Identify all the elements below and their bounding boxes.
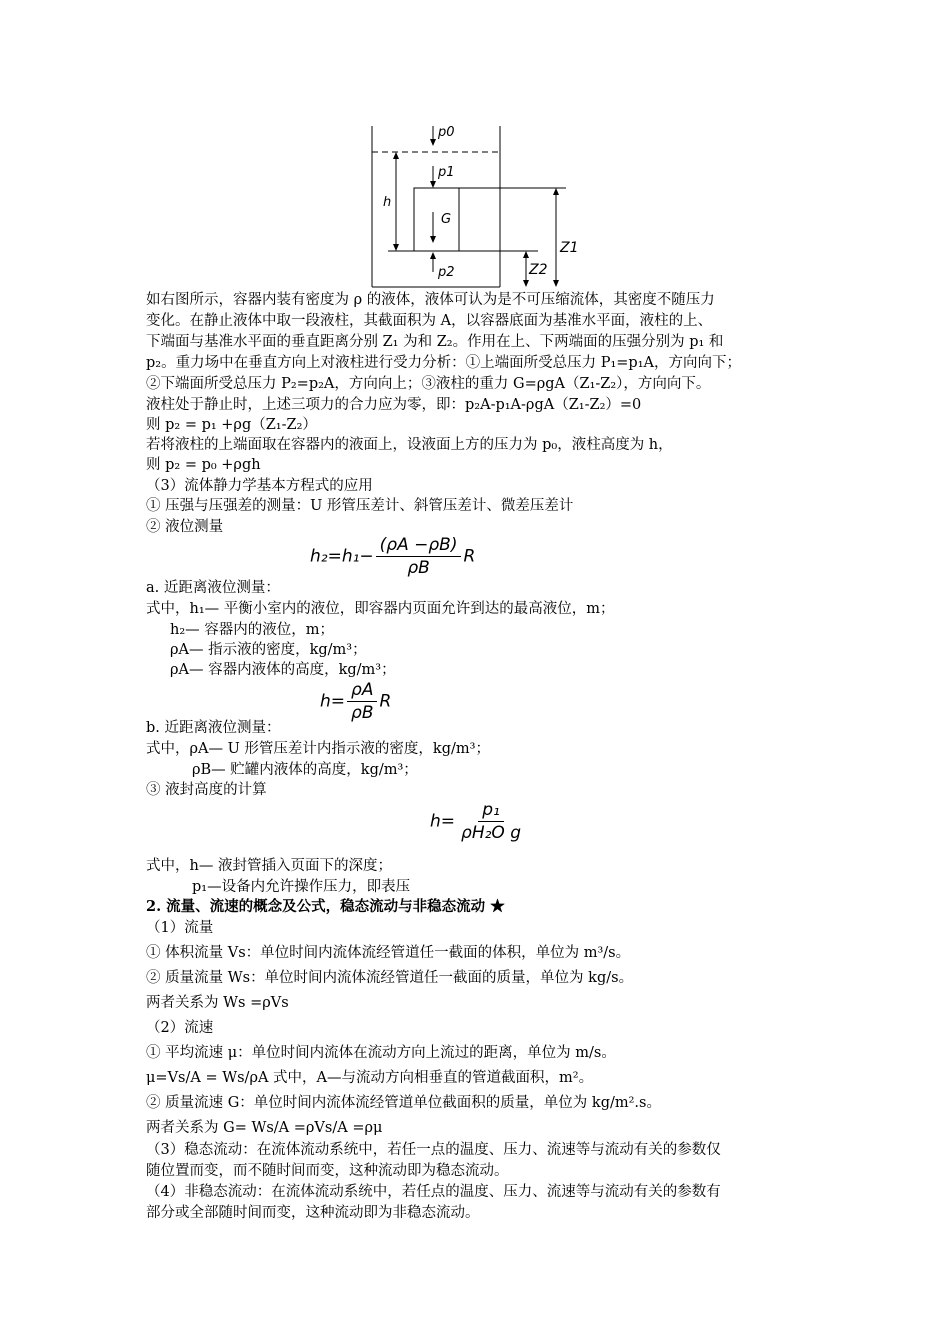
volume-flow-line: ① 体积流量 Vs：单位时间内流体流经管道任一截面的体积，单位为 m³/s。 <box>146 945 631 961</box>
label-p2: p2 <box>438 265 455 280</box>
mass-flow-line: ② 质量流量 Ws：单位时间内流体流经管道任一截面的质量，单位为 kg/s。 <box>146 970 634 986</box>
para1-line5: ②下端面所受总压力 P₂=p₂A，方向向上；③液柱的重力 G=ρgA（Z₁-Z₂），方向向下。 <box>146 376 711 392</box>
eq1-numerator: (ρA −ρB) <box>376 535 462 557</box>
liquid-column <box>414 188 459 251</box>
velocity-title: （2）流速 <box>146 1020 214 1036</box>
label-h: h <box>383 195 392 210</box>
section3-title: （3）流体静力学基本方程式的应用 <box>146 478 373 494</box>
where-line-a3: ρA— 指示液的密度，kg/m³； <box>170 642 367 658</box>
eq3-denominator: ρH₂O g <box>461 823 521 843</box>
velocity-formula-line: μ=Vs/A = Ws/ρA 式中，A—与流动方向相垂直的管道截面积，m²。 <box>146 1070 594 1086</box>
where-line-c2: p₁—设备内允许操作压力，即表压 <box>192 879 411 895</box>
where-line-b2: ρB— 贮罐内液体的高度，kg/m³； <box>192 762 418 778</box>
para1-line8: 若将液柱的上端面取在容器内的液面上，设液面上方的压力为 p₀，液柱高度为 h， <box>146 437 673 453</box>
label-z1: Z1 <box>560 240 579 256</box>
eq2-lhs: h= <box>320 691 346 712</box>
where-line-b1: 式中，ρA— U 形管压差计内指示液的密度，kg/m³； <box>146 741 490 757</box>
section3-item2: ② 液位测量 <box>146 519 224 535</box>
eq1-lhs: h₂=h₁− <box>310 546 374 567</box>
para1-line2: 变化。在静止液体中取一段液柱，其截面积为 A，以容器底面为基准水平面，液柱的上、 <box>146 313 713 329</box>
velocity-relation-line: 两者关系为 G= Ws/A =ρVs/A =ρμ <box>146 1120 383 1136</box>
where-line-a1: 式中，h₁— 平衡小室内的液位，即容器内页面允许到达的最高液位，m； <box>146 601 615 617</box>
flow-relation-line: 两者关系为 Ws =ρVs <box>146 995 289 1011</box>
unsteady-flow-line1: （4）非稳态流动：在流体流动系统中，若任点的温度、压力、流速等与流动有关的参数有 <box>146 1184 721 1200</box>
equation-3 <box>430 800 527 843</box>
para1-line4: p₂。重力场中在垂直方向上对液柱进行受力分析：①上端面所受总压力 P₁=p₁A，方向向下； <box>146 355 741 371</box>
section2-heading: 2. 流量、流速的概念及公式，稳态流动与非稳态流动 ★ <box>146 898 505 915</box>
eq2-tail: R <box>379 691 392 712</box>
eq2-denominator: ρB <box>351 703 374 723</box>
label-z2: Z2 <box>529 262 548 278</box>
unsteady-flow-line2: 部分或全部随时间而变，这种流动即为非稳态流动。 <box>146 1205 480 1221</box>
label-p1: p1 <box>438 165 455 180</box>
section3-item1: ① 压强与压强差的测量：U 形管压差计、斜管压差计、微差压差计 <box>146 498 574 514</box>
para1-line6: 液柱处于静止时，上述三项力的合力应为零，即：p₂A-p₁A-ρgA（Z₁-Z₂）=0 <box>146 397 642 413</box>
eq3-numerator: p₁ <box>478 800 504 822</box>
eq1-denominator: ρB <box>407 558 430 578</box>
average-velocity-line: ① 平均流速 μ：单位时间内流体在流动方向上流过的距离，单位为 m/s。 <box>146 1045 616 1061</box>
para1-line3: 下端面与基准水平面的垂直距离分别 Z₁ 为和 Z₂。作用在上、下两端面的压强分别为 p₁ 和 <box>146 334 724 350</box>
eq1-tail: R <box>463 546 476 567</box>
where-line-a4: ρA— 容器内液体的高度，kg/m³； <box>170 662 396 678</box>
flow-rate-title: （1）流量 <box>146 920 214 936</box>
label-p0: p0 <box>438 125 455 140</box>
steady-flow-line2: 随位置而变，而不随时间而变，这种流动即为稳态流动。 <box>146 1163 509 1179</box>
equation-2 <box>320 680 391 723</box>
para1-line7: 则 p₂ = p₁ +ρg（Z₁-Z₂） <box>146 417 317 433</box>
steady-flow-line1: （3）稳态流动：在流体流动系统中，若任一点的温度、压力、流速等与流动有关的参数仅 <box>146 1142 721 1158</box>
mass-velocity-line: ② 质量流速 G：单位时间内流体流经管道单位截面积的质量，单位为 kg/m².s。 <box>146 1095 661 1111</box>
section3-item3: ③ 液封高度的计算 <box>146 782 267 798</box>
para1-line1: 如右图所示，容器内装有密度为 ρ 的液体，液体可认为是不可压缩流体，其密度不随压力 <box>146 292 715 308</box>
para1-line9: 则 p₂ = p₀ +ρgh <box>146 457 261 473</box>
where-line-c1: 式中，h— 液封管插入页面下的深度； <box>146 858 392 874</box>
near-level-label-a: a. 近距离液位测量： <box>146 580 280 596</box>
equation-1 <box>310 535 475 578</box>
eq3-lhs: h= <box>430 811 456 832</box>
eq2-numerator: ρA <box>347 680 377 702</box>
near-level-label-b: b. 近距离液位测量： <box>146 720 281 736</box>
where-line-a2: h₂— 容器内的液位，m； <box>170 622 335 638</box>
label-g: G <box>441 212 452 227</box>
hydrostatic-diagram <box>366 122 586 292</box>
